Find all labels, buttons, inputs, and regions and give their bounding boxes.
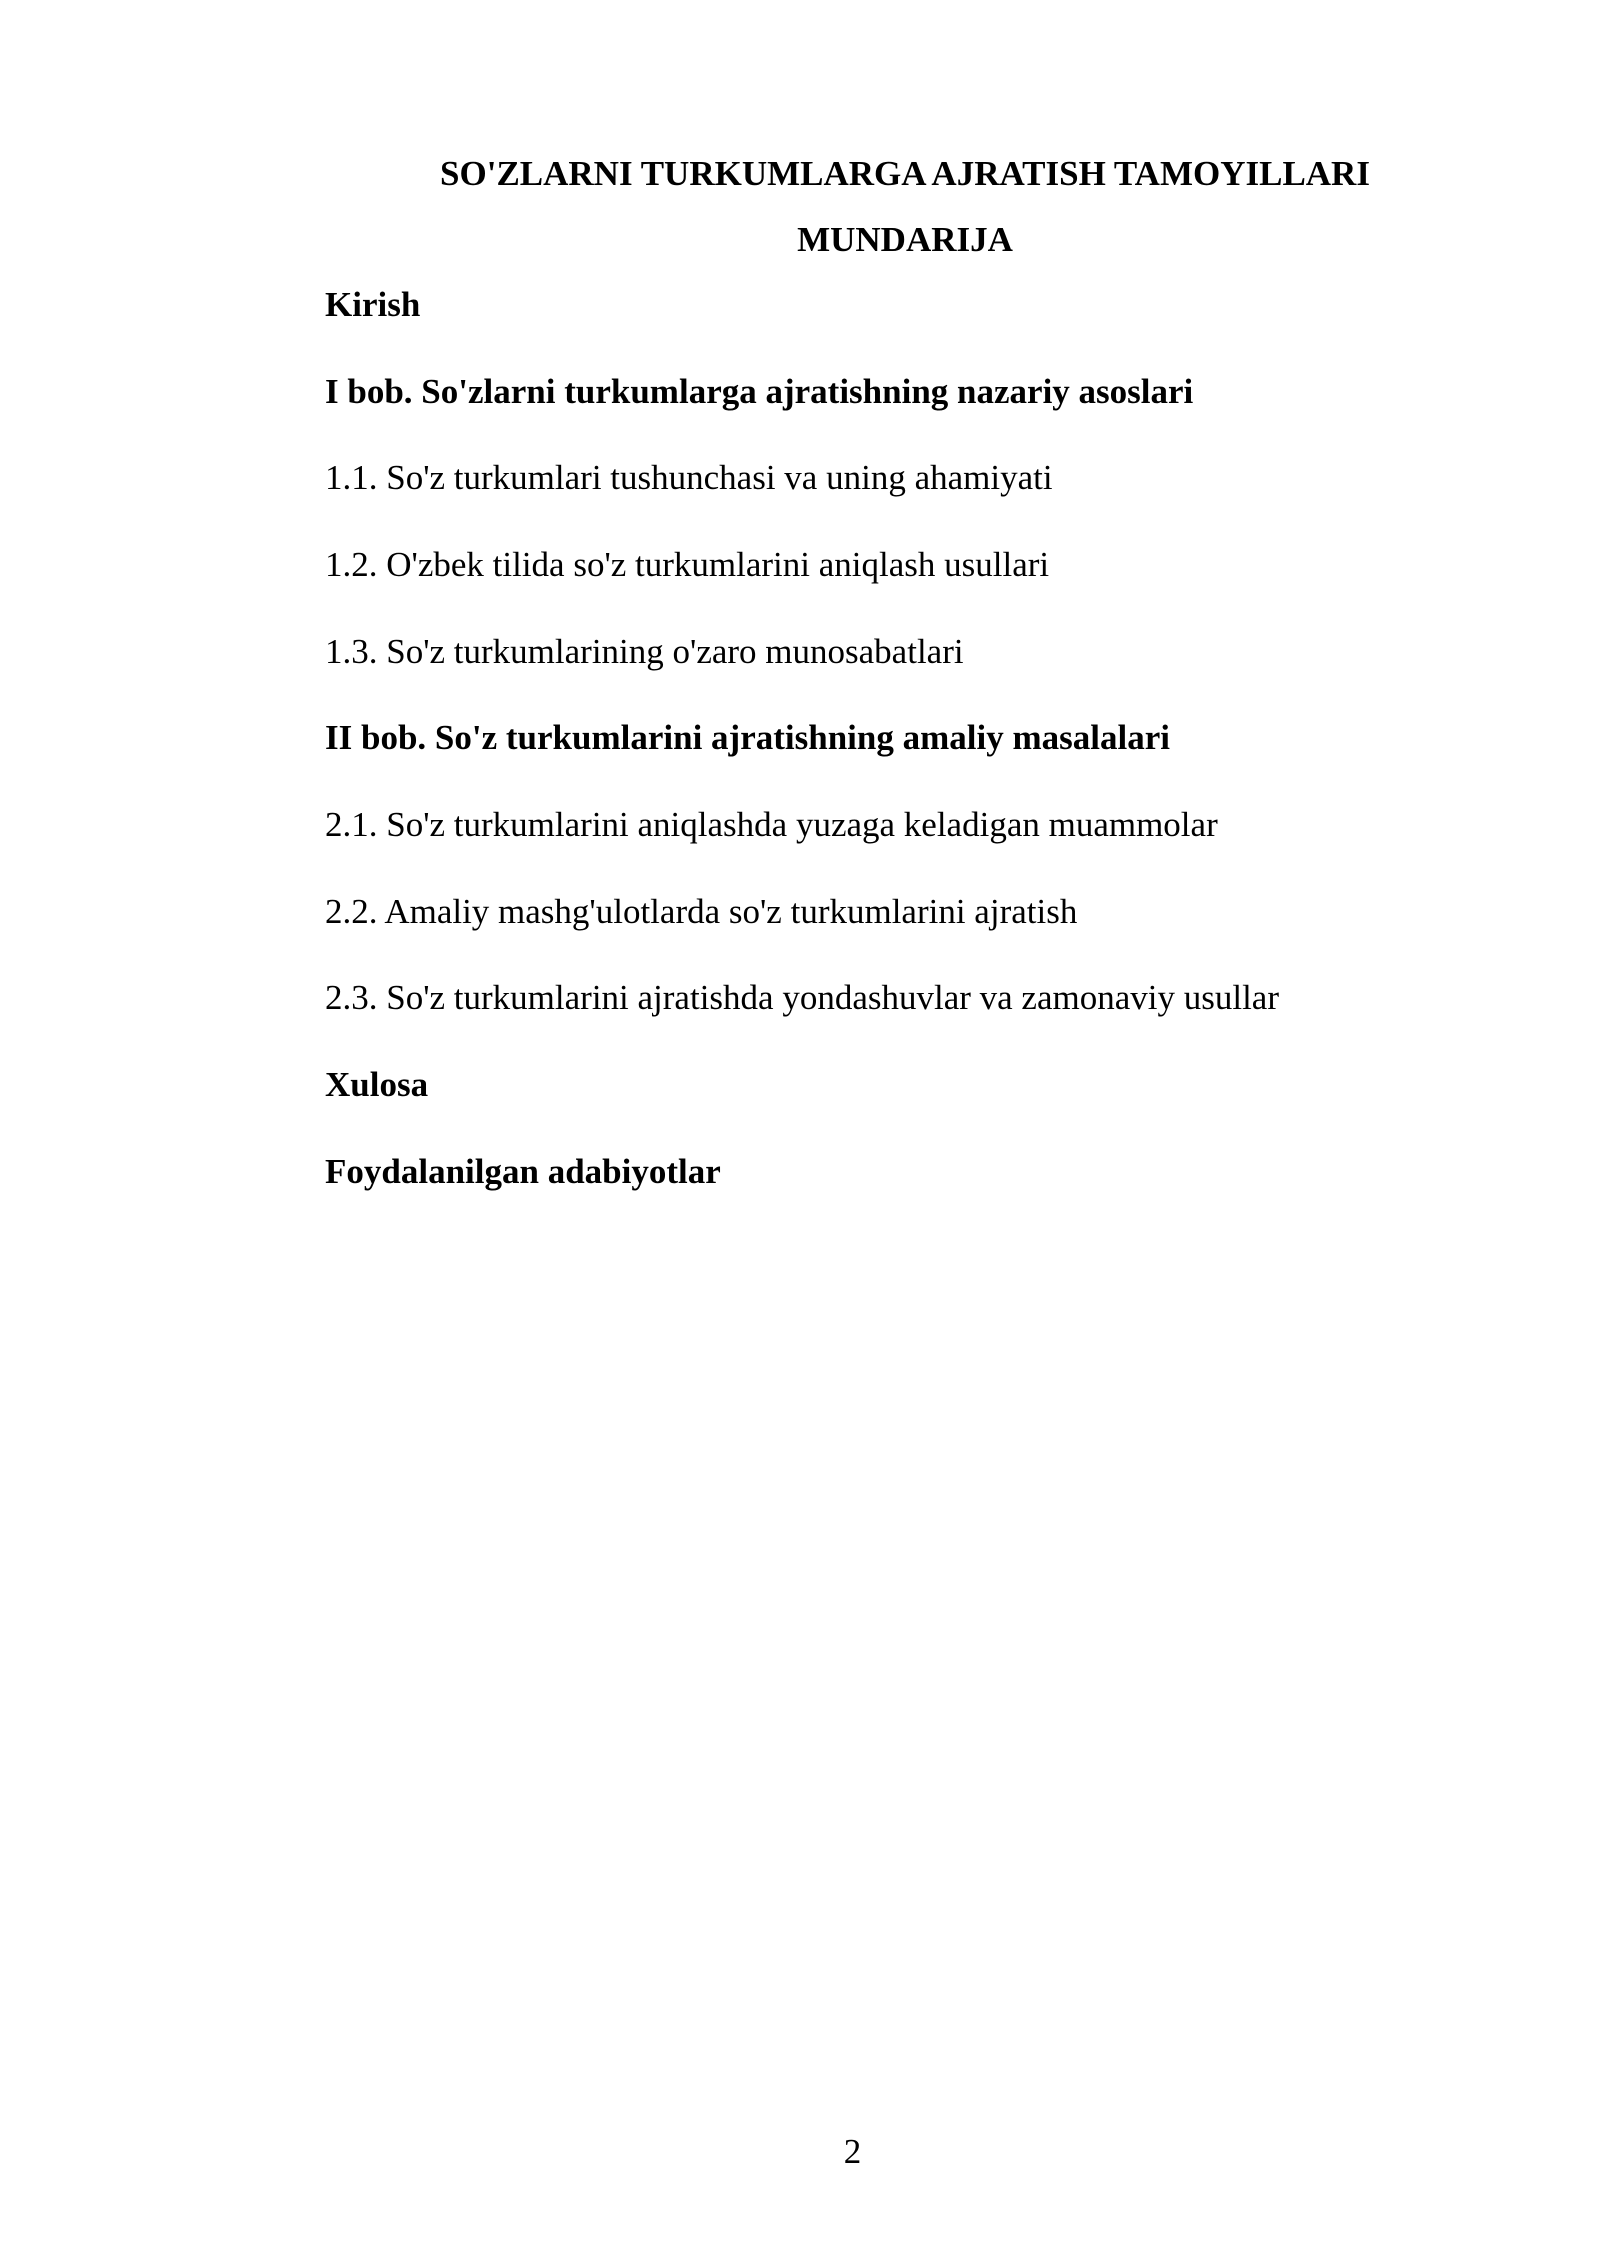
toc-entry-section-2-2: 2.2. Amaliy mashg'ulotlarda so'z turkumlarini ajratish [325, 892, 1078, 931]
toc-entry-section-1-2: 1.2. O'zbek tilida so'z turkumlarini aniqlash usullari [325, 545, 1050, 584]
toc-entry-chapter-2: II bob. So'z turkumlarini ajratishning amaliy masalalari [325, 718, 1170, 757]
toc-entry-xulosa: Xulosa [325, 1065, 429, 1104]
page-number: 2 [843, 2132, 862, 2171]
toc-entry-chapter-1: I bob. So'zlarni turkumlarga ajratishning nazariy asoslari [325, 372, 1194, 411]
toc-entry-bibliography: Foydalanilgan adabiyotlar [325, 1152, 721, 1191]
document-title: SO'ZLARNI TURKUMLARGA AJRATISH TAMOYILLARI [440, 154, 1370, 193]
toc-entry-section-2-1: 2.1. So'z turkumlarini aniqlashda yuzaga keladigan muammolar [325, 805, 1218, 844]
toc-entry-section-1-1: 1.1. So'z turkumlari tushunchasi va uning ahamiyati [325, 458, 1053, 497]
toc-entry-section-1-3: 1.3. So'z turkumlarining o'zaro munosabatlari [325, 632, 964, 671]
toc-entry-kirish: Kirish [325, 285, 421, 324]
toc-heading: MUNDARIJA [797, 220, 1013, 259]
toc-entry-section-2-3: 2.3. So'z turkumlarini ajratishda yondashuvlar va zamonaviy usullar [325, 978, 1279, 1017]
